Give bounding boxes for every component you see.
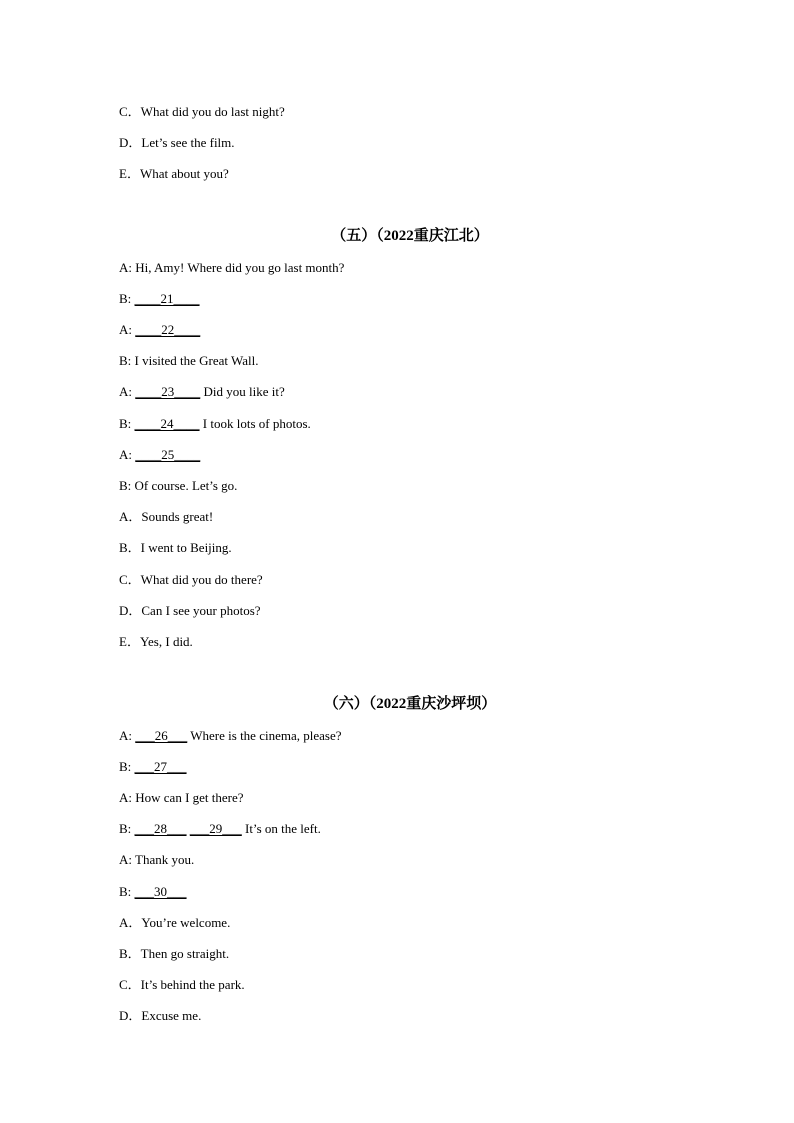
line-text: It’s on the left. <box>241 821 321 836</box>
answer-blank: ___26___ <box>135 728 188 743</box>
dialogue-line <box>119 852 194 868</box>
dialogue-line <box>119 384 285 400</box>
option-letter: C． <box>119 977 141 992</box>
option-text: I went to Beijing. <box>140 540 232 555</box>
option-d <box>119 603 261 619</box>
line-text: I visited the Great Wall. <box>131 353 259 368</box>
speaker: B: <box>119 821 132 836</box>
speaker: B: <box>119 759 132 774</box>
speaker: B: <box>119 884 132 899</box>
line-text: How can I get there? <box>132 790 244 805</box>
speaker: B: <box>119 416 132 431</box>
option-letter: E． <box>119 166 140 181</box>
option-text: Yes, I did. <box>139 634 193 649</box>
option-letter: C． <box>119 572 141 587</box>
dialogue-line <box>119 728 342 744</box>
option-a <box>119 915 230 931</box>
answer-blank: ____24____ <box>134 416 200 431</box>
speaker: A: <box>119 322 132 337</box>
option-text: Excuse me. <box>141 1008 202 1023</box>
dialogue-line <box>119 790 244 806</box>
speaker: A: <box>119 728 132 743</box>
section-heading: （五）（2022重庆江北） <box>331 228 489 244</box>
option-d <box>119 1008 201 1024</box>
speaker: A: <box>119 384 132 399</box>
option-letter: A． <box>119 915 142 930</box>
dialogue-line <box>119 821 321 837</box>
answer-blank: ____21____ <box>134 291 200 306</box>
option-c <box>119 572 263 588</box>
option-text: Let’s see the film. <box>141 135 235 150</box>
answer-blank: ____23____ <box>135 384 201 399</box>
option-c <box>119 977 245 993</box>
dialogue-line <box>119 353 259 369</box>
option-e <box>119 166 229 182</box>
option-text: Sounds great! <box>141 509 214 524</box>
option-c <box>119 104 285 120</box>
speaker: A: <box>119 852 132 867</box>
line-text: Did you like it? <box>200 384 285 399</box>
option-letter: D． <box>119 1008 142 1023</box>
dialogue-line <box>119 478 237 494</box>
dialogue-line <box>119 447 200 463</box>
section-heading: （六）（2022重庆沙坪坝） <box>323 696 497 712</box>
answer-blank: ___29___ <box>189 821 242 836</box>
option-b <box>119 540 232 556</box>
answer-blank: ___30___ <box>134 884 187 899</box>
option-letter: B． <box>119 946 141 961</box>
option-e <box>119 634 193 650</box>
dialogue-line <box>119 759 187 775</box>
option-text: What about you? <box>139 166 229 181</box>
option-text: Then go straight. <box>140 946 230 961</box>
line-text: I took lots of photos. <box>199 416 311 431</box>
option-letter: D． <box>119 603 142 618</box>
line-text: Thank you. <box>132 852 195 867</box>
answer-blank: ____25____ <box>135 447 201 462</box>
option-a <box>119 509 213 525</box>
option-text: You’re welcome. <box>141 915 231 930</box>
dialogue-line <box>119 416 311 432</box>
answer-blank: ___27___ <box>134 759 187 774</box>
speaker: A: <box>119 260 132 275</box>
dialogue-line <box>119 260 344 276</box>
speaker: A: <box>119 447 132 462</box>
option-letter: D． <box>119 135 142 150</box>
dialogue-line <box>119 291 200 307</box>
option-b <box>119 946 229 962</box>
option-text: What did you do last night? <box>140 104 285 119</box>
line-text: Hi, Amy! Where did you go last month? <box>132 260 345 275</box>
option-letter: B． <box>119 540 141 555</box>
answer-blank: ____22____ <box>135 322 201 337</box>
dialogue-line <box>119 322 200 338</box>
option-letter: A． <box>119 509 142 524</box>
line-text: Of course. Let’s go. <box>131 478 238 493</box>
line-text: Where is the cinema, please? <box>187 728 342 743</box>
speaker: B: <box>119 291 132 306</box>
speaker: A: <box>119 790 132 805</box>
option-text: Can I see your photos? <box>141 603 261 618</box>
dialogue-line <box>119 884 187 900</box>
speaker: B: <box>119 478 132 493</box>
option-letter: C． <box>119 104 141 119</box>
option-text: What did you do there? <box>140 572 263 587</box>
speaker: B: <box>119 353 132 368</box>
answer-blank: ___28___ <box>134 821 187 836</box>
option-letter: E． <box>119 634 140 649</box>
option-d <box>119 135 235 151</box>
option-text: It’s behind the park. <box>140 977 245 992</box>
